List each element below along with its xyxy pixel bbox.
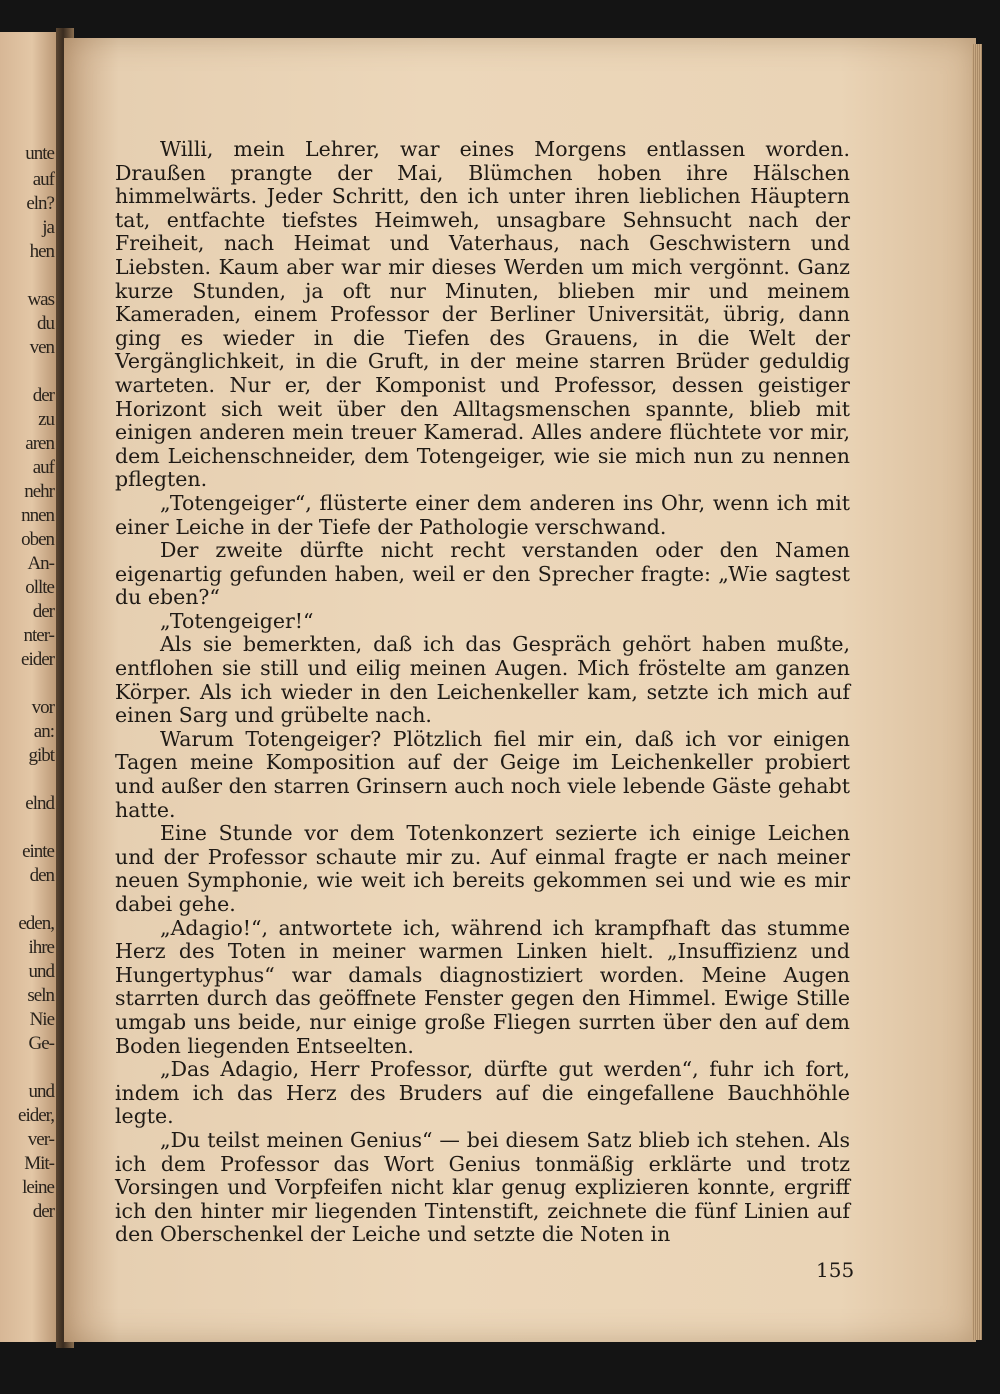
left-fragment: der — [32, 385, 54, 406]
left-fragment: leine — [22, 1177, 54, 1198]
left-fragment: ja — [42, 217, 54, 238]
page-edge-stack — [972, 44, 982, 1340]
left-fragment: eider — [21, 649, 54, 670]
left-fragment: eden, — [18, 913, 54, 934]
left-fragment: seln — [27, 985, 54, 1006]
left-fragment: nnen — [21, 505, 54, 526]
left-fragment: aren — [25, 433, 54, 454]
left-fragment: an: — [33, 721, 54, 742]
left-fragment: ver- — [27, 1129, 54, 1150]
paragraph: „Totengeiger“, flüsterte einer dem anderen ins Ohr, wenn ich mit einer Leiche in der Tiefe der Pathologie verschwand. — [115, 490, 850, 539]
left-fragment: eln? — [26, 193, 54, 214]
left-page-edge — [0, 32, 58, 1342]
paragraph: Willi, mein Lehrer, war eines Morgens entlassen worden. Draußen prangte der Mai, Blümchen hoben ihre Hälschen himmelwärts. Jeder Schritt, den ich unter ihren lieblichen Häuptern tat, entfachte tiefstes Heimweh, unsagbare Sehnsucht nach der Freiheit, nach Heimat und Vaterhaus, nach Geschwistern und Liebsten. Kaum aber war mir dieses Werden um mich vergönnt. Ganz kurze Stunden, ja oft nur Minuten, blieben mir und meinem Kameraden, einem Professor der Berliner Universität, übrig, dann ging es wieder in die Tiefen des Grauens, in die Welt der Vergänglichkeit, in die Gruft, in der meine starren Brüder geduldig warteten. Nur er, der Komponist und Professor, dessen geistiger Horizont sich weit über den Alltagsmenschen spannte, blieb mit einigen anderen mein treuer Kamerad. Alles andere flüchtete vor mir, dem Leichenschneider, dem Totengeiger, wie sie mich nun zu nennen pflegten. — [115, 137, 850, 492]
body-text — [115, 138, 850, 1247]
paragraph: Eine Stunde vor dem Totenkonzert sezierte ich einige Leichen und der Professor schaute mir zu. Auf einmal fragte er nach meiner neuen Symphonie, wie weit ich bereits gekommen sei und wie es mir dabei gehe. — [115, 821, 850, 916]
left-fragment: gibt — [28, 745, 54, 766]
left-fragment: unte — [25, 143, 54, 164]
paragraph: „Adagio!“, antwortete ich, während ich krampfhaft das stumme Herz des Toten in meiner warmen Linken hielt. „Insuffizienz und Hungertyphus“ war damals diagnostiziert worden. Meine Augen starrten durch das geöffnete Fenster gegen den Himmel. Ewige Stille umgab uns beide, nur einige große Fliegen surrten über den auf dem Boden liegenden Entseelten. — [115, 915, 850, 1058]
left-fragment: ihre — [28, 937, 54, 958]
left-fragment: nehr — [24, 481, 54, 502]
left-fragment: nter- — [23, 625, 54, 646]
left-fragment: Mit- — [24, 1153, 54, 1174]
left-fragment: was — [27, 289, 54, 310]
left-fragment: ven — [29, 337, 54, 358]
left-fragment: auf — [32, 169, 54, 190]
left-fragment: elnd — [25, 793, 54, 814]
paragraph: Warum Totengeiger? Plötzlich fiel mir ein, daß ich vor einigen Tagen meine Komposition auf der Geige im Leichenkeller probiert und außer den starren Grinsern auch noch viele lebende Gäste gehabt hatte. — [115, 726, 850, 822]
left-fragment: eider, — [18, 1105, 54, 1126]
left-fragment: ollte — [25, 577, 54, 598]
left-fragment: und — [28, 1081, 54, 1102]
left-fragment: hen — [29, 241, 54, 262]
left-fragment: und — [28, 961, 54, 982]
left-fragment: der — [32, 601, 54, 622]
paragraph: „Das Adagio, Herr Professor, dürfte gut werden“, fuhr ich fort, indem ich das Herz des Bruders auf die eingefallene Bauchhöhle legte. — [115, 1057, 850, 1129]
paragraph: „Totengeiger!“ — [160, 608, 314, 633]
left-fragment: auf — [32, 457, 54, 478]
left-fragment: Ge- — [28, 1033, 54, 1054]
left-fragment: einte — [22, 841, 54, 862]
left-fragment: den — [29, 865, 54, 886]
left-fragment: An- — [27, 553, 54, 574]
page-number: 155 — [816, 1258, 855, 1282]
paragraph: Als sie bemerkten, daß ich das Gespräch gehört haben mußte, entflohen sie still und eilig meinen Augen. Mich fröstelte am ganzen Körper. Als ich wieder in den Leichenkeller kam, setzte ich mich auf einen Sarg und grübelte nach. — [115, 632, 850, 728]
left-fragment: du — [37, 313, 54, 334]
left-fragment: Nie — [29, 1009, 54, 1030]
paragraph: „Du teilst meinen Genius“ — bei diesem Satz blieb ich stehen. Als ich dem Professor das Wort Genius tonmäßig erklärte und trotz Vorsingen und Vorpfeifen nicht klar genug explizieren konnte, ergriff ich den hinter mir liegenden Tintenstift, zeichnete die fünf Linien auf den Oberschenkel der Leiche und setzte die Noten in — [115, 1127, 850, 1247]
left-fragment: der — [32, 1201, 54, 1222]
left-fragment: vor — [31, 697, 54, 718]
paragraph: Der zweite dürfte nicht recht verstanden oder den Namen eigenartig gefunden haben, weil er den Sprecher fragte: „Wie sagtest du eben?“ — [115, 538, 850, 610]
left-fragment: oben — [21, 529, 54, 550]
left-fragment: zu — [38, 409, 54, 430]
